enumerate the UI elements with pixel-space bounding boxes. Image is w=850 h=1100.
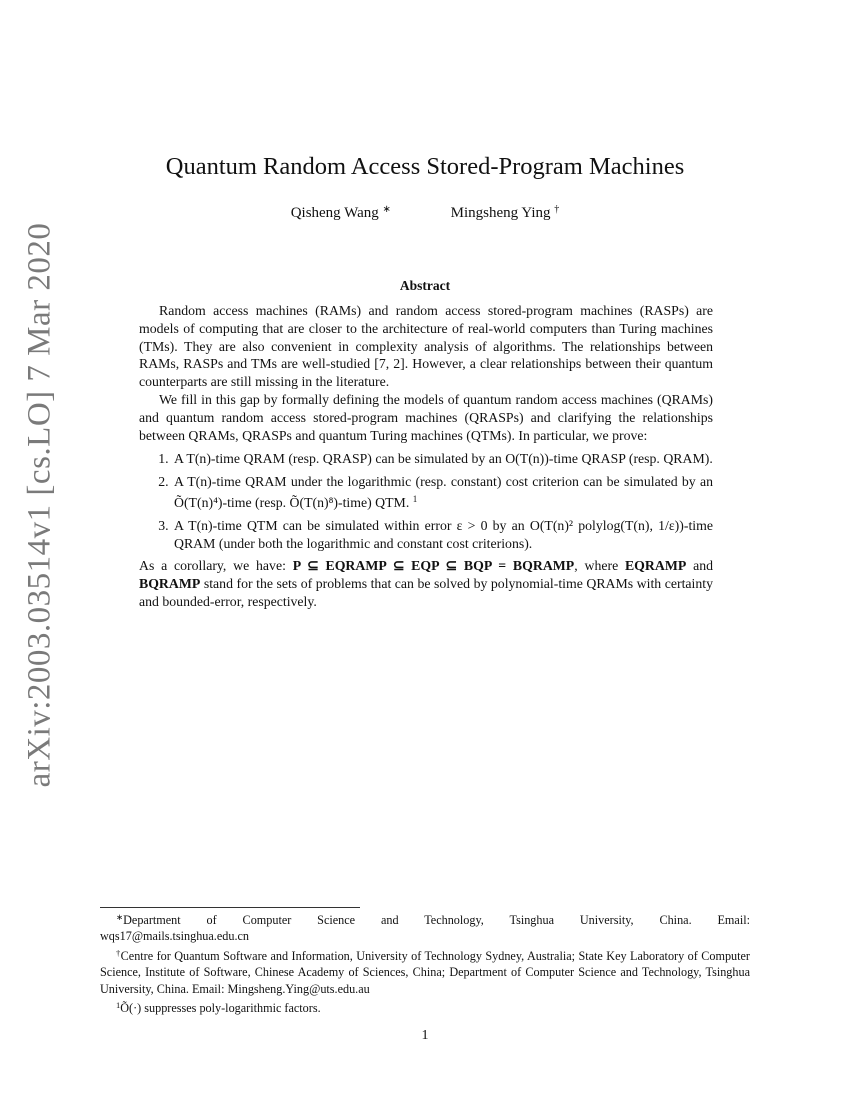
corollary-paragraph	[139, 557, 713, 610]
result-list	[139, 450, 713, 552]
footnote-mark: †	[116, 947, 121, 958]
footnote-3	[100, 997, 750, 1016]
abstract-body	[139, 302, 713, 611]
result-item-3	[172, 517, 713, 553]
class-and: and	[693, 558, 714, 574]
author-1	[291, 204, 391, 222]
footnote-rule	[100, 907, 360, 908]
class-eqramp: EQRAMP	[624, 558, 687, 574]
author-2	[451, 204, 560, 222]
paper-title: Quantum Random Access Stored-Program Machines	[165, 153, 685, 180]
abstract-paragraph-2: We fill in this gap by formally defining the models of quantum random access machines (QRAMs) and quantum random access stored-program machines (QRASPs) and clarifying the relationships between QRAMs, QRASPs and quantum Turing machines (QTMs). In particular, we prove:	[139, 391, 713, 443]
corollary-formula: P ⊆ EQRAMP ⊆ EQP ⊆ BQP = BQRAMP	[292, 558, 575, 574]
footnote-text: Centre for Quantum Software and Information, University of Technology Sydney, Australia; State Key Laboratory of Computer Science, Institute of Software, Chinese Academy of Sciences, China; Department of Computer Science and Technology, Tsinghua University, China. Email: Mingsheng.Ying@uts.edu.au	[100, 948, 750, 996]
footnote-text: Department of Computer Science and Technology, Tsinghua University, China. Email:	[123, 913, 750, 927]
footnote-2	[100, 945, 750, 997]
result-item-1	[172, 450, 713, 468]
result-item-2	[172, 473, 713, 512]
author-mark: ∗	[382, 204, 391, 215]
footnote-1	[100, 909, 750, 928]
author-list	[0, 204, 850, 222]
author-name: Mingsheng Ying	[450, 205, 551, 221]
footnote-ref: 1	[412, 493, 418, 504]
result-text: A T(n)-time QRAM under the logarithmic (resp. constant) cost criterion can be simulated by an Õ(T(n)⁴)-time (resp. Õ(T(n)⁸)-time) QTM.	[174, 474, 713, 510]
footnotes	[100, 909, 750, 1016]
page-number: 1	[421, 1028, 429, 1043]
abstract-heading: Abstract	[399, 278, 451, 293]
result-text: A T(n)-time QRAM (resp. QRASP) can be simulated by an O(T(n))-time QRASP (resp. QRAM).	[174, 451, 713, 467]
class-bqramp: BQRAMP	[139, 576, 201, 592]
footnote-mark: 1	[116, 1000, 121, 1011]
author-mark: †	[554, 204, 560, 215]
footnote-mark: ∗	[116, 912, 124, 922]
corollary-lead: As a corollary, we have:	[139, 558, 286, 574]
author-name: Qisheng Wang	[290, 205, 379, 221]
footnote-text: Õ(·) suppresses poly-logarithmic factors.	[120, 1001, 321, 1016]
arxiv-stamp: arXiv:2003.03514v1 [cs.LO] 7 Mar 2020	[21, 222, 58, 788]
corollary-where: , where	[574, 558, 619, 574]
result-text: A T(n)-time QTM can be simulated within error ε > 0 by an O(T(n)² polylog(T(n), 1/ε))-time QRAM (under both the logarithmic and constant cost criterions).	[174, 517, 713, 551]
corollary-rest: stand for the sets of problems that can be solved by polynomial-time QRAMs with certainty and bounded-error, respectively.	[139, 576, 713, 609]
abstract-paragraph-1: Random access machines (RAMs) and random access stored-program machines (RASPs) are models of computing that are closer to the architecture of real-world computers than Turing machines (TMs). They are also convenient in complexity analysis of algorithms. The relationships between RAMs, RASPs and TMs are well-studied [7, 2]. However, a clear relationships between their quantum counterparts are still missing in the literature.	[139, 303, 713, 390]
footnote-1-email: wqs17@mails.tsinghua.edu.cn	[100, 929, 249, 944]
